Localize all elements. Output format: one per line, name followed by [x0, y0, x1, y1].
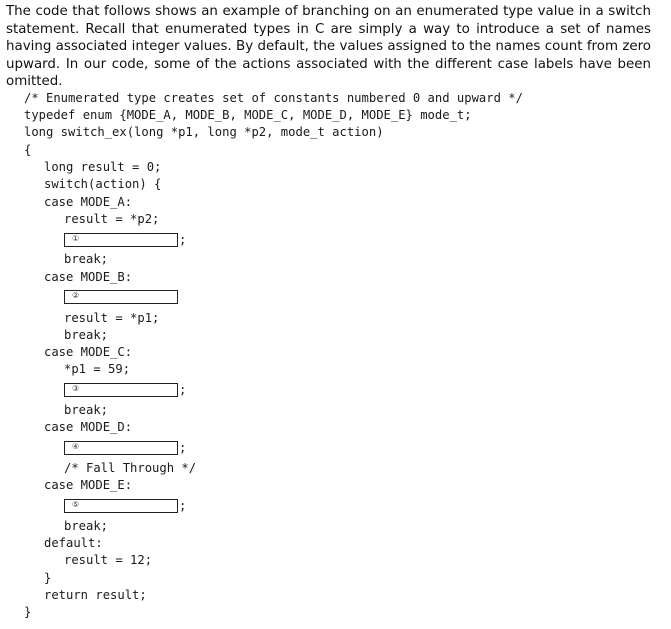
- answer-blank-2[interactable]: [64, 290, 178, 304]
- code-case-a: case MODE_A:: [44, 195, 133, 209]
- code-break-2: break;: [64, 328, 109, 342]
- code-break-1: break;: [64, 252, 109, 266]
- answer-blank-4[interactable]: [64, 441, 178, 455]
- code-return: return result;: [44, 588, 147, 602]
- code-p1-assign: *p1 = 59;: [64, 362, 131, 376]
- answer-blank-1[interactable]: [64, 233, 178, 247]
- code-comment-enum: /* Enumerated type creates set of constants numbered 0 and upward */: [24, 91, 523, 105]
- code-signature: long switch_ex(long *p1, long *p2, mode_t action): [24, 125, 384, 139]
- code-case-c: case MODE_C:: [44, 345, 133, 359]
- code-fall-through-comment: /* Fall Through */: [64, 461, 197, 475]
- answer-blank-3[interactable]: [64, 383, 178, 397]
- code-result-p2: result = *p2;: [64, 212, 160, 226]
- code-case-b: case MODE_B:: [44, 270, 133, 284]
- code-switch: switch(action) {: [44, 177, 162, 191]
- blank-number-4: ④: [72, 442, 80, 451]
- code-case-d: case MODE_D:: [44, 420, 133, 434]
- blank-number-2: ②: [72, 291, 80, 300]
- blank-number-1: ①: [72, 234, 80, 243]
- semicolon: ;: [179, 233, 187, 247]
- semicolon: ;: [179, 499, 187, 513]
- code-close-brace: }: [24, 605, 32, 619]
- code-case-e: case MODE_E:: [44, 478, 133, 492]
- semicolon: ;: [179, 383, 187, 397]
- answer-blank-5[interactable]: [64, 499, 178, 513]
- code-break-3: break;: [64, 403, 109, 417]
- semicolon: ;: [179, 441, 187, 455]
- code-switch-close: }: [44, 571, 52, 585]
- intro-paragraph: The code that follows shows an example of branching on an enumerated type value in a switch statement. Recall that enumerated types in C are simply a way to introduce a set of names having associated integer values. By default, the values assigned to the names count from zero upward. In our code, some of the actions associated with the different case labels have been omitted.: [6, 4, 651, 89]
- code-break-4: break;: [64, 519, 109, 533]
- blank-number-5: ⑤: [72, 500, 80, 509]
- code-result-12: result = 12;: [64, 553, 153, 567]
- code-default: default:: [44, 536, 103, 550]
- code-result-p1: result = *p1;: [64, 311, 160, 325]
- code-result-decl: long result = 0;: [44, 160, 162, 174]
- blank-number-3: ③: [72, 384, 80, 393]
- code-open-brace: {: [24, 143, 32, 157]
- code-typedef: typedef enum {MODE_A, MODE_B, MODE_C, MODE_D, MODE_E} mode_t;: [24, 108, 472, 122]
